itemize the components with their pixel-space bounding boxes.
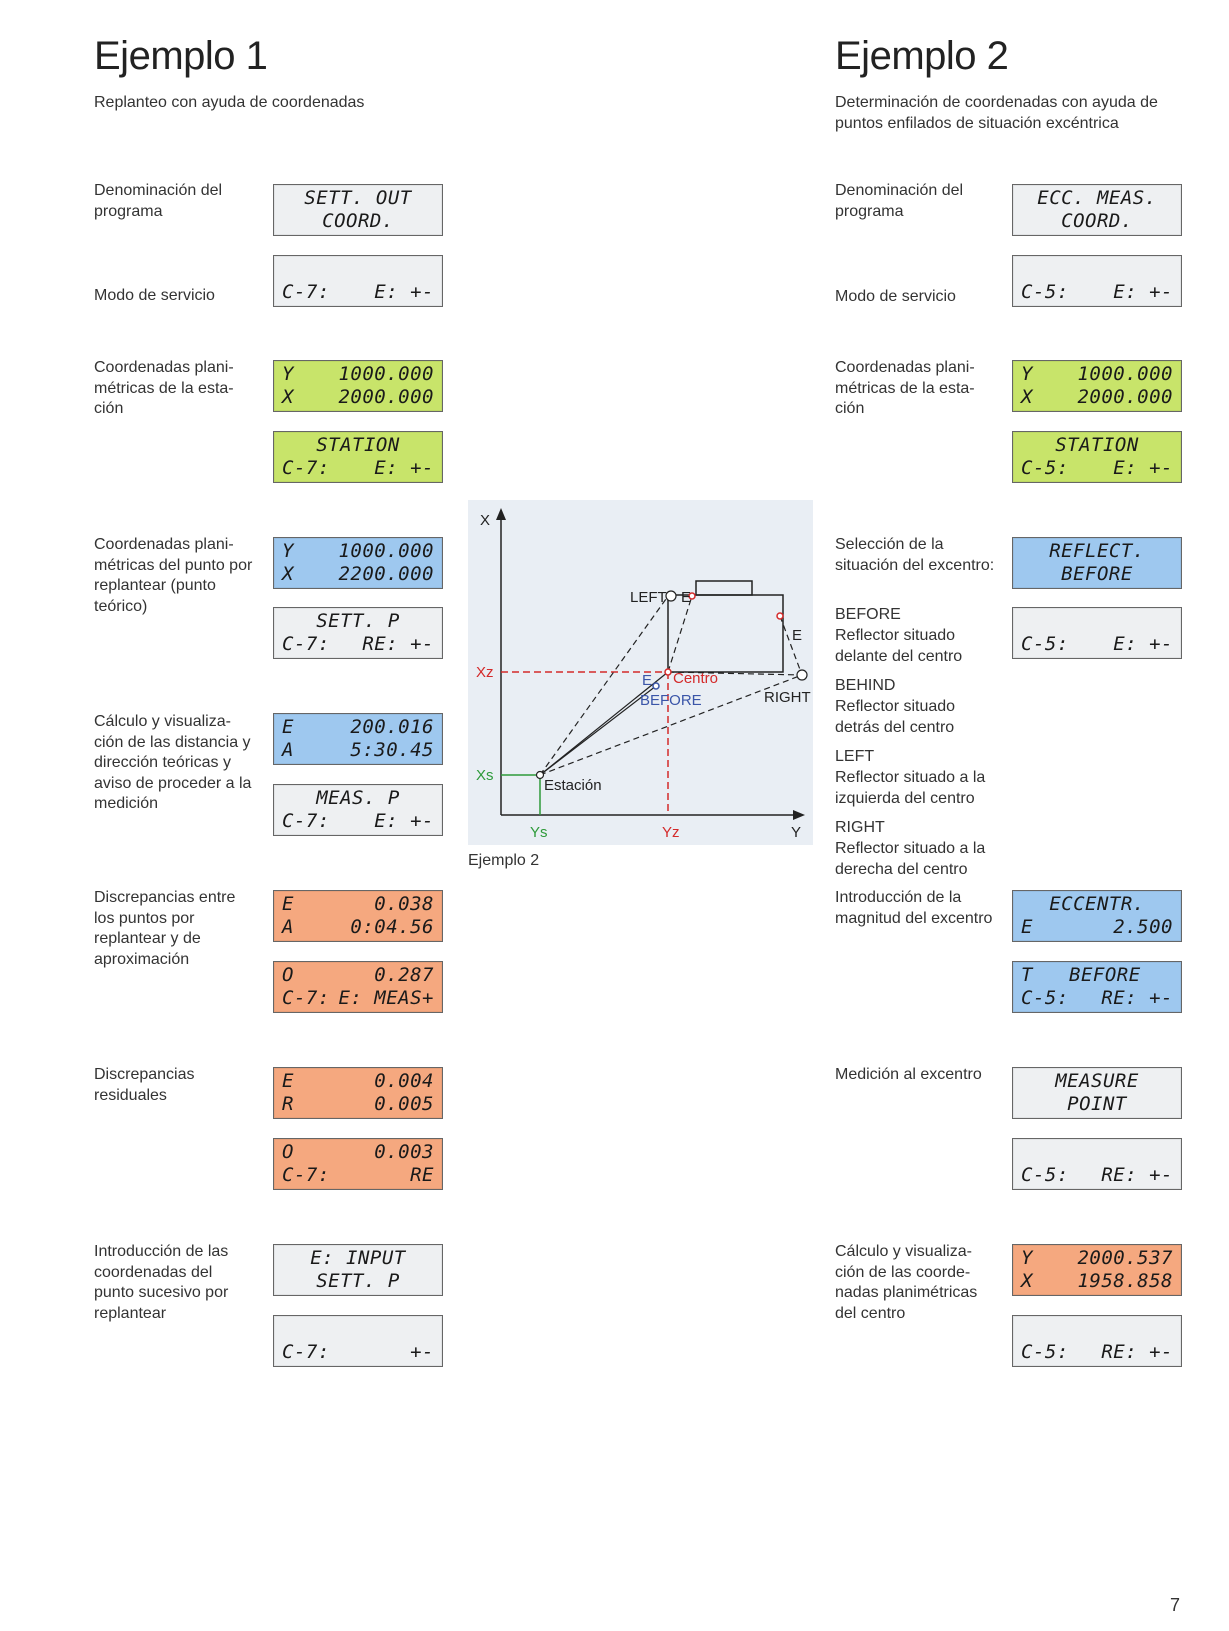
- display-code: C-5:: [1021, 987, 1069, 1009]
- display-value: E: +-: [374, 810, 434, 832]
- label-e-behind: E: [792, 627, 803, 644]
- diagram-svg: [468, 500, 813, 845]
- eccentric-point-behind: [777, 613, 783, 619]
- label-yz: Yz: [662, 824, 680, 841]
- ex2-label-left-text: Reflector situado a la izquierda del centro: [835, 769, 986, 807]
- display-line: REFLECT.: [1049, 540, 1145, 562]
- display-value: 0.003: [374, 1141, 434, 1163]
- ex2-display-station-coords: [1012, 360, 1182, 412]
- display-value: 1000.000: [338, 540, 434, 562]
- display-code: C-5:: [1021, 457, 1069, 479]
- display-code: A: [282, 916, 294, 938]
- ex1-label-point: Coordenadas plani-métricas del punto por replantear (punto teórico): [94, 536, 253, 615]
- display-code: C-7:: [282, 281, 330, 303]
- display-line: COORD.: [1061, 210, 1133, 232]
- display-value: +-: [410, 1341, 434, 1363]
- ex1-label-residual: Discrepancias residuales: [94, 1066, 195, 1104]
- ex1-display-residual-er: [273, 1067, 443, 1119]
- display-code: C-5:: [1021, 1341, 1069, 1363]
- building-annex: [696, 581, 752, 595]
- axis-label-x: X: [480, 512, 491, 529]
- ex2-display-mode: [1012, 255, 1182, 307]
- ex2-display-mode-4: [1012, 1315, 1182, 1367]
- display-value: 5:30.45: [350, 739, 434, 761]
- display-value: 2000.537: [1077, 1247, 1173, 1269]
- ex2-label-selection: Selección de la situación del excentro:: [835, 536, 995, 574]
- reflector-icon-left: [666, 591, 676, 601]
- label-left: LEFT: [630, 589, 667, 606]
- display-value: RE: +-: [1101, 1164, 1173, 1186]
- display-line: E: INPUT: [310, 1247, 406, 1269]
- ex2-label-program: Denominación del programa: [835, 182, 964, 220]
- display-value: E: +-: [374, 457, 434, 479]
- display-code: O: [282, 964, 294, 986]
- ex2-display-program: [1012, 184, 1182, 236]
- ex1-display-point-coords: [273, 537, 443, 589]
- ex1-display-discrepancy-ea: [273, 890, 443, 942]
- ex2-display-mode-2: [1012, 607, 1182, 659]
- ex1-display-distance-direction: [273, 713, 443, 765]
- ex2-label-behind-text: Reflector situado detrás del centro: [835, 698, 956, 736]
- label-e-before: E: [642, 672, 653, 689]
- display-code: X: [282, 563, 294, 585]
- display-value: 0.038: [374, 893, 434, 915]
- display-line: STATION: [316, 434, 400, 456]
- display-value: 1000.000: [1077, 363, 1173, 385]
- label-centro: Centro: [673, 670, 719, 687]
- ex2-display-reflect: [1012, 537, 1182, 589]
- display-code: R: [282, 1093, 294, 1115]
- display-value: 1958.858: [1077, 1270, 1173, 1292]
- display-line: SETT. OUT: [304, 187, 412, 209]
- display-value: E: +-: [374, 281, 434, 303]
- ex1-label-program: Denominación del programa: [94, 182, 223, 220]
- display-value: E: +-: [1113, 633, 1173, 655]
- display-code: T: [1021, 964, 1033, 986]
- ex1-display-station: [273, 431, 443, 483]
- y-axis-arrow: [793, 810, 805, 820]
- x-axis-arrow: [496, 508, 506, 520]
- display-value: RE: +-: [1101, 1341, 1173, 1363]
- center-point: [665, 669, 671, 675]
- display-code: X: [1021, 386, 1033, 408]
- display-code: Y: [282, 363, 294, 385]
- display-value: RE: +-: [1101, 987, 1173, 1009]
- display-code: Y: [282, 540, 294, 562]
- display-code: Y: [1021, 363, 1033, 385]
- display-value: 1000.000: [338, 363, 434, 385]
- display-code: X: [282, 386, 294, 408]
- display-code: E: [282, 893, 294, 915]
- example2-title: Ejemplo 2: [835, 34, 1009, 78]
- display-code: E: [282, 1070, 294, 1092]
- offset-line-left: [668, 596, 692, 672]
- ex2-label-station: Coordenadas plani-métricas de la esta-ción: [835, 359, 975, 417]
- ex2-label-left-heading: LEFT: [835, 748, 875, 765]
- display-value: 0:04.56: [350, 916, 434, 938]
- display-line: STATION: [1055, 434, 1139, 456]
- ex2-label-behind-heading: BEHIND: [835, 677, 896, 694]
- display-code: X: [1021, 1270, 1033, 1292]
- display-line: BEFORE: [1061, 563, 1133, 585]
- display-code: C-7:: [282, 810, 330, 832]
- ex2-label-right-heading: RIGHT: [835, 819, 885, 836]
- display-value: 2000.000: [1077, 386, 1173, 408]
- display-code: E: [282, 716, 294, 738]
- ex1-display-final-mode: [273, 1315, 443, 1367]
- page-number: 7: [1170, 1595, 1181, 1615]
- ex1-display-discrepancy-o: [273, 961, 443, 1013]
- display-code: O: [282, 1141, 294, 1163]
- building-outline: [668, 595, 783, 672]
- display-line: ECCENTR.: [1049, 893, 1145, 915]
- display-value: 0.004: [374, 1070, 434, 1092]
- display-code: C-7:: [282, 1341, 330, 1363]
- ex1-display-program: [273, 184, 443, 236]
- display-code: C-7:: [282, 633, 330, 655]
- eccentric-point-before: [653, 683, 659, 689]
- display-value: E: +-: [1113, 457, 1173, 479]
- ex2-display-measure-point: [1012, 1067, 1182, 1119]
- display-value: 2.500: [1113, 916, 1173, 938]
- display-line: MEAS. P: [316, 787, 400, 809]
- ex2-label-before-heading: BEFORE: [835, 606, 901, 623]
- ex1-display-sett-p: [273, 607, 443, 659]
- sight-line-right: [540, 675, 802, 775]
- display-value: 2000.000: [338, 386, 434, 408]
- ex1-display-input: [273, 1244, 443, 1296]
- display-value: E: MEAS+: [338, 987, 434, 1009]
- label-estacion: Estación: [544, 777, 602, 794]
- diagram-caption: Ejemplo 2: [468, 852, 540, 869]
- display-value: BEFORE: [1069, 964, 1141, 986]
- display-value: 2200.000: [338, 563, 434, 585]
- label-right: RIGHT: [764, 689, 811, 706]
- label-xs: Xs: [476, 767, 494, 784]
- sight-line-before: [540, 686, 656, 775]
- ex1-label-calc: Cálculo y visualiza-ción de las distancia y dirección teóricas y aviso de proceder a la medición: [94, 713, 252, 812]
- example1-subtitle: Replanteo con ayuda de coordenadas: [94, 94, 365, 111]
- example2-subtitle: Determinación de coordenadas con ayuda de puntos enfilados de situación excéntrica: [835, 94, 1158, 132]
- display-value: RE: +-: [362, 633, 434, 655]
- ex2-display-before: [1012, 961, 1182, 1013]
- display-line: ECC. MEAS.: [1037, 187, 1157, 209]
- station-point: [537, 772, 544, 779]
- ex1-display-meas-p: [273, 784, 443, 836]
- display-value: E: +-: [1113, 281, 1173, 303]
- ex1-label-discrepancies: Discrepancias entre los puntos por replantear y de aproximación: [94, 889, 236, 968]
- display-line: SETT. P: [316, 610, 400, 632]
- display-line: MEASURE: [1055, 1070, 1139, 1092]
- ex1-label-station: Coordenadas plani-métricas de la esta-ción: [94, 359, 234, 417]
- label-xz: Xz: [476, 664, 494, 681]
- ex2-label-magnitude: Introducción de la magnitud del excentro: [835, 889, 993, 927]
- display-value: 0.005: [374, 1093, 434, 1115]
- display-code: C-7:: [282, 457, 330, 479]
- display-code: C-7:: [282, 1164, 330, 1186]
- display-code: A: [282, 739, 294, 761]
- display-code: C-5:: [1021, 1164, 1069, 1186]
- display-line: SETT. P: [316, 1270, 400, 1292]
- display-code: C-7:: [282, 987, 330, 1009]
- ex1-label-next-point: Introducción de las coordenadas del punto sucesivo por replantear: [94, 1243, 229, 1322]
- ex2-display-station: [1012, 431, 1182, 483]
- display-code: E: [1021, 916, 1033, 938]
- display-value: 200.016: [350, 716, 434, 738]
- ex1-display-mode: [273, 255, 443, 307]
- ex2-display-center-coords: [1012, 1244, 1182, 1296]
- ex2-label-mode: Modo de servicio: [835, 288, 956, 305]
- display-line: COORD.: [322, 210, 394, 232]
- display-value: RE: [410, 1164, 434, 1186]
- ex2-label-right-text: Reflector situado a la derecha del centro: [835, 840, 986, 878]
- display-code: C-5:: [1021, 633, 1069, 655]
- label-e-left: E: [681, 589, 692, 606]
- ex1-display-station-coords: [273, 360, 443, 412]
- eccentric-diagram: [468, 500, 813, 845]
- ex2-label-measure: Medición al excentro: [835, 1066, 982, 1083]
- display-line: POINT: [1067, 1093, 1127, 1115]
- display-code: Y: [1021, 1247, 1033, 1269]
- display-code: C-5:: [1021, 281, 1069, 303]
- label-ys: Ys: [530, 824, 548, 841]
- example1-title: Ejemplo 1: [94, 34, 268, 78]
- ex1-label-mode: Modo de servicio: [94, 287, 215, 304]
- reflector-icon-right: [797, 670, 807, 680]
- label-before: BEFORE: [640, 692, 702, 709]
- axis-label-y: Y: [791, 824, 802, 841]
- ex2-display-mode-3: [1012, 1138, 1182, 1190]
- ex2-label-before-text: Reflector situado delante del centro: [835, 627, 963, 665]
- display-value: 0.287: [374, 964, 434, 986]
- ex2-display-eccentr: [1012, 890, 1182, 942]
- ex2-label-calc: Cálculo y visualiza-ción de las coorde-nadas planimétricas del centro: [835, 1243, 978, 1322]
- ex1-display-residual-o: [273, 1138, 443, 1190]
